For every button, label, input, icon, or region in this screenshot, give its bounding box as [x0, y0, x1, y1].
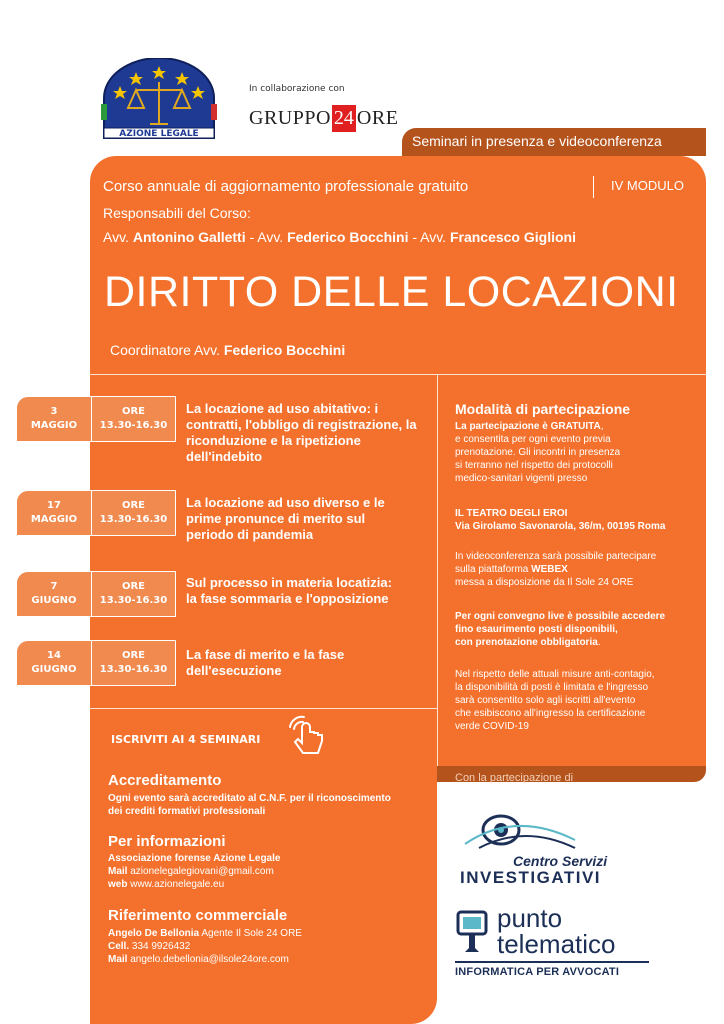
text-line: Ogni evento sarà accreditato al C.N.F. per il riconoscimento — [108, 793, 391, 804]
text-line: Nel rispetto delle attuali misure anti-contagio, — [455, 669, 655, 680]
text-line: messa a disposizione da Il Sole 24 ORE — [455, 577, 634, 588]
phone-number[interactable]: 334 9926432 — [129, 941, 191, 952]
signup-button[interactable]: ISCRIVITI AI 4 SEMINARI — [111, 733, 261, 746]
click-hand-icon[interactable] — [284, 713, 330, 759]
venue-name: IL TEATRO DEGLI EROI — [455, 508, 568, 519]
text-line: prenotazione. Gli incontri in presenza — [455, 447, 621, 458]
mail-label: Mail — [108, 954, 128, 965]
course-description: Corso annuale di aggiornamento professionale gratuito — [103, 178, 469, 195]
column-divider — [437, 374, 438, 766]
text-line: fino esaurimento posti disponibili, — [455, 624, 618, 635]
session-time: 13.30-16.30 — [99, 595, 168, 606]
pt-line1: punto — [497, 903, 563, 933]
coord-name: Federico Bocchini — [223, 342, 346, 358]
coordinator — [110, 342, 345, 358]
session-time: 13.30-16.30 — [99, 664, 168, 675]
responsabili-label: Responsabili del Corso: — [103, 205, 251, 221]
pt-line2: telematico — [497, 929, 616, 959]
text: , — [600, 421, 604, 432]
text: . — [597, 637, 601, 648]
session-day: 14 — [47, 650, 61, 661]
text-line: medico-sanitari vigenti presso — [455, 473, 588, 484]
gruppo24ore-logo — [249, 104, 398, 132]
text-line: la disponibilità di posti è limitata e l'ingresso — [455, 682, 649, 693]
session-day: 17 — [47, 500, 61, 511]
info-title: Per informazioni — [108, 833, 226, 850]
commerciale-text — [108, 927, 302, 966]
session-month: MAGGIO — [30, 420, 78, 431]
session-day: 3 — [50, 406, 58, 417]
divider — [90, 374, 706, 375]
session-title: Sul processo in materia locatizia: la fase sommaria e l'opposizione — [186, 575, 392, 606]
partner-label: Con la partecipazione di — [455, 772, 574, 784]
module-divider — [593, 176, 594, 198]
resp-name: Antonino Galletti — [132, 229, 246, 245]
session-date-box — [16, 571, 176, 617]
session-date-box — [16, 640, 176, 686]
text-line: verde COVID-19 — [455, 721, 529, 732]
session-title: La fase di merito e la fase dell'esecuzione — [186, 647, 345, 678]
session-date-box — [16, 490, 176, 536]
session-date-box — [16, 396, 176, 442]
email-link[interactable]: angelo.debellonia@ilsole24ore.com — [127, 954, 289, 965]
resp-prefix: - Avv. — [245, 229, 288, 245]
free-note: La partecipazione è GRATUITA — [455, 421, 601, 432]
cell-label: Cell. — [108, 941, 130, 952]
agent-role: Agente Il Sole 24 ORE — [199, 928, 302, 939]
session-ore: ORE — [121, 581, 146, 592]
commerciale-title: Riferimento commerciale — [108, 907, 288, 924]
session-title: La locazione ad uso diverso e le prime pronunce di merito sul periodo di pandemia — [186, 495, 385, 542]
modalita-intro — [455, 420, 705, 485]
gruppo-24-box: 24 — [332, 105, 356, 132]
text-line: che esibiscono all'ingresso la certificazione — [455, 708, 646, 719]
covid-info — [455, 668, 705, 733]
platform-name: WEBEX — [531, 564, 568, 575]
venue-address: Via Girolamo Savonarola, 36/m, 00195 Roma — [455, 521, 666, 532]
gruppo-text: GRUPPO — [249, 106, 331, 129]
accred-title: Accreditamento — [108, 772, 222, 789]
seminari-tab: Seminari in presenza e videoconferenza — [402, 128, 706, 156]
video-info — [455, 550, 705, 589]
agent-name: Angelo De Bellonia — [108, 928, 200, 939]
resp-name: Francesco Giglioni — [449, 229, 576, 245]
accred-text — [108, 792, 391, 818]
pt-divider — [455, 961, 649, 963]
text-line: con prenotazione obbligatoria — [455, 637, 598, 648]
modalita-title: Modalità di partecipazione — [455, 401, 631, 417]
session-title: La locazione ad uso abitativo: i contratti, l'obbligo di registrazione, la riconduzione e la ripetizione dell'indebito — [186, 401, 417, 464]
gruppo-ore-text: ORE — [356, 106, 399, 129]
divider — [90, 708, 437, 709]
module-label: IV MODULO — [611, 178, 684, 193]
text-line: In videoconferenza sarà possibile partecipare — [455, 551, 657, 562]
mail-label: Mail — [108, 866, 128, 877]
session-month: GIUGNO — [31, 595, 77, 606]
session-ore: ORE — [121, 500, 146, 511]
email-link[interactable]: azionelegalegiovani@gmail.com — [127, 866, 274, 877]
text-line: e consentita per ogni evento previa — [455, 434, 611, 445]
session-time: 13.30-16.30 — [99, 514, 168, 525]
pt-sub: INFORMATICA PER AVVOCATI — [455, 966, 620, 978]
csi-sub: INVESTIGATIVI — [460, 868, 602, 887]
csi-name: Centro Servizi — [513, 853, 608, 869]
org-name: Associazione forense Azione Legale — [108, 853, 281, 864]
session-ore: ORE — [121, 406, 146, 417]
collaboration-label: In collaborazione con — [249, 84, 345, 94]
web-label: web — [108, 879, 128, 890]
resp-prefix: - Avv. — [408, 229, 450, 245]
text-line: dei crediti formativi professionali — [108, 806, 266, 817]
session-ore: ORE — [121, 650, 146, 661]
logo-label: AZIONE LEGALE — [119, 129, 199, 139]
monitor-icon — [455, 908, 489, 954]
session-month: MAGGIO — [30, 514, 78, 525]
responsabili-names — [103, 229, 576, 245]
coord-prefix: Coordinatore Avv. — [110, 342, 224, 358]
info-text — [108, 852, 280, 891]
resp-prefix: Avv. — [103, 229, 133, 245]
session-month: GIUGNO — [31, 664, 77, 675]
text-line: sarà consentito solo agli iscritti all'evento — [455, 695, 636, 706]
venue — [455, 507, 705, 533]
live-info — [455, 610, 705, 649]
text: sulla piattaforma — [455, 564, 532, 575]
page-title: DIRITTO DELLE LOCAZIONI — [104, 268, 679, 316]
session-day: 7 — [50, 581, 58, 592]
text-line: si terranno nel rispetto dei protocolli — [455, 460, 613, 471]
website-link[interactable]: www.azionelegale.eu — [127, 879, 225, 890]
text-line: Per ogni convegno live è possibile accedere — [455, 611, 666, 622]
session-time: 13.30-16.30 — [99, 420, 168, 431]
resp-name: Federico Bocchini — [287, 229, 409, 245]
